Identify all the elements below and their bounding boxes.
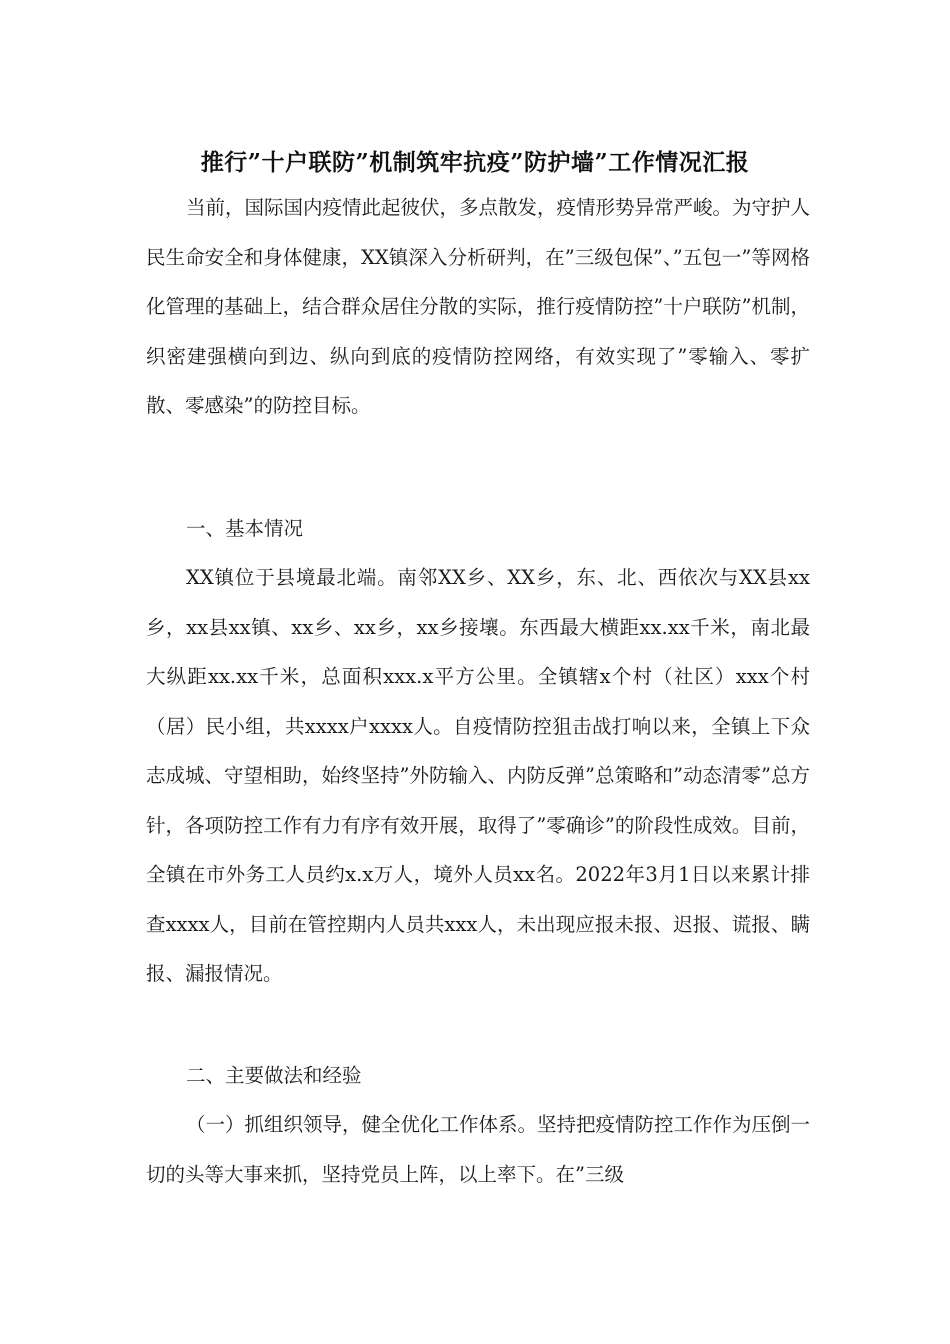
section-heading-main-practices: 二、主要做法和经验 — [185, 1064, 362, 1087]
intro-paragraph: 当前，国际国内疫情此起彼伏，多点散发，疫情形势异常严峻。为守护人民生命安全和身体健康，XX镇深入分析研判，在”三级包保”、”五包一”等网格化管理的基础上，结合群众居住分散的实际，推行疫情防控”十户联防”机制，织密建强横向到边、纵向到底的疫情防控网络，有效实现了”零输入、零扩散、零感染”的防控目标。 — [146, 196, 810, 417]
main-practices-paragraph: （一）抓组织领导，健全优化工作体系。坚持把疫情防控工作作为压倒一切的头等大事来抓，坚持党员上阵，以上率下。在”三级 — [146, 1113, 810, 1186]
basic-situation-paragraph: XX镇位于县境最北端。南邻XX乡、XX乡，东、北、西依次与XX县xx乡，xx县xx镇、xx乡、xx乡，xx乡接壤。东西最大横距xx.xx千米，南北最大纵距xx.xx千米，总面积xxx.x平方公里。全镇辖x个村（社区）xxx个村（居）民小组，共xxxx户xxxx人。自疫情防控狙击战打响以来，全镇上下众志成城、守望相助，始终坚持”外防输入、内防反弹”总策略和”动态清零”总方针，各项防控工作有力有序有效开展，取得了”零确诊”的阶段性成效。目前，全镇在市外务工人员约x.x万人，境外人员xx名。2022年3月1日以来累计排查xxxx人，目前在管控期内人员共xxx人，未出现应报未报、迟报、谎报、瞒报、漏报情况。 — [146, 566, 810, 985]
document-title: 推行”十户联防”机制筑牢抗疫”防护墙”工作情况汇报 — [200, 149, 750, 176]
section-heading-basic-situation: 一、基本情况 — [185, 517, 303, 540]
